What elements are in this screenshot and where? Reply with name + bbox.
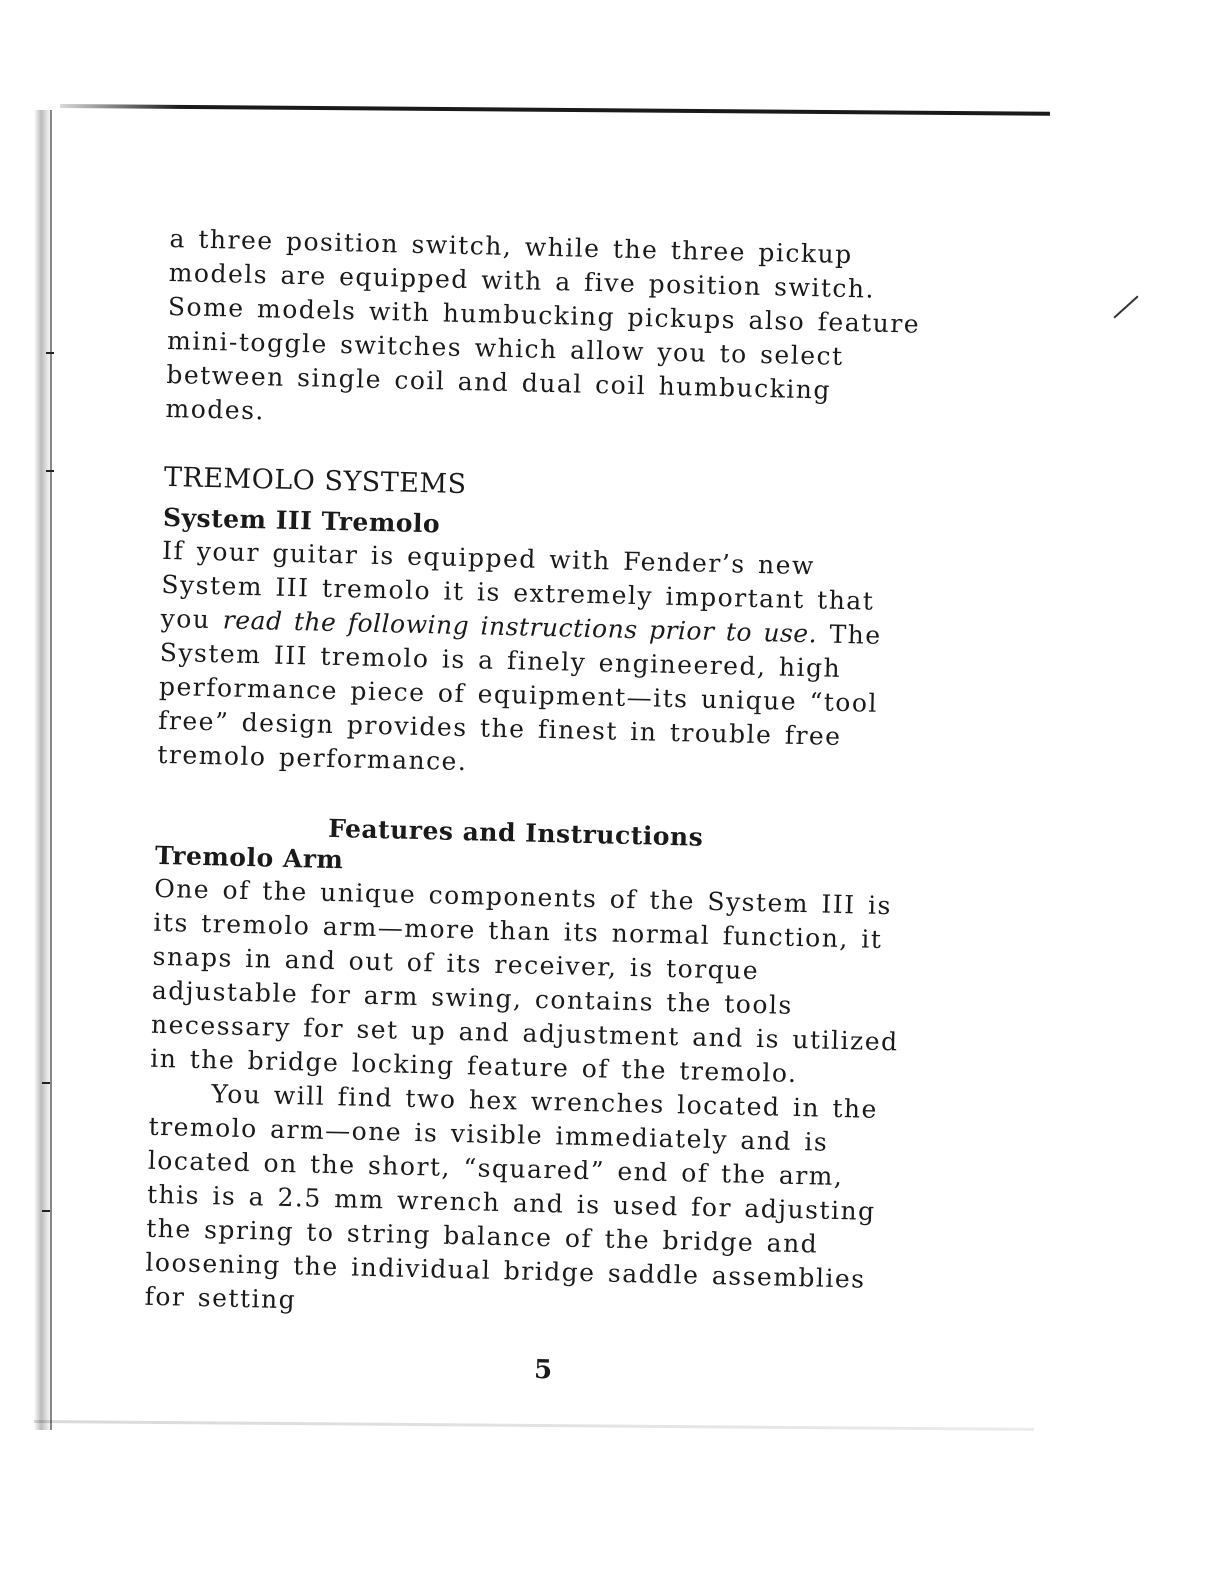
- top-rule: [60, 104, 1050, 116]
- scan-bottom-edge: [34, 1420, 1034, 1431]
- system-iii-warning: read the following instructions prior to use.: [222, 605, 818, 649]
- binding-mark: [46, 470, 54, 472]
- system-iii-text-start: If your guitar is equipped with Fender’s new System III tremolo it is extremely important that you: [160, 535, 875, 635]
- binding-mark: [42, 1082, 50, 1084]
- binding-mark: [42, 1210, 50, 1212]
- intro-paragraph: a three position switch, while the three pickup models are equipped with a five position switch. Some models with humbucking pickups also feature mini-toggle switches which allow you to select between single coil and dual coil humbucking modes.: [165, 223, 921, 426]
- hex-wrench-paragraph: You will find two hex wrenches located in the tremolo arm—one is visible immediately and is located on the short, “squared” end of the arm, this is a 2.5 mm wrench and is used for adjusting the spring to string balance of the bridge and loosening the individual bridge saddle assemblies for setting: [144, 1079, 879, 1315]
- tremolo-arm-paragraph: One of the unique components of the System III is its tremolo arm—more than its normal function, it snaps in and out of its receiver, is torque adjustable for arm swing, contains the tools necessary for set up and adjustment and is utilized in the bridge locking feature of the tremolo.: [149, 873, 899, 1089]
- tremolo-arm-heading: Tremolo Arm: [154, 840, 344, 875]
- system-iii-paragraph: [157, 534, 922, 790]
- features-heading: Features and Instructions: [327, 813, 704, 852]
- page-number: 5: [533, 1354, 553, 1386]
- stray-pen-mark: [1113, 296, 1138, 319]
- system-iii-text-end: The System III tremolo is a finely engineered, high performance piece of equipment—its unique “tool free” design provides the finest in trouble free tremolo performance.: [157, 619, 882, 777]
- scan-left-edge: [50, 110, 52, 1430]
- section-title: TREMOLO SYSTEMS: [163, 461, 467, 501]
- system-iii-heading: System III Tremolo: [162, 502, 441, 539]
- binding-mark: [46, 352, 54, 354]
- page-content: [144, 222, 930, 1386]
